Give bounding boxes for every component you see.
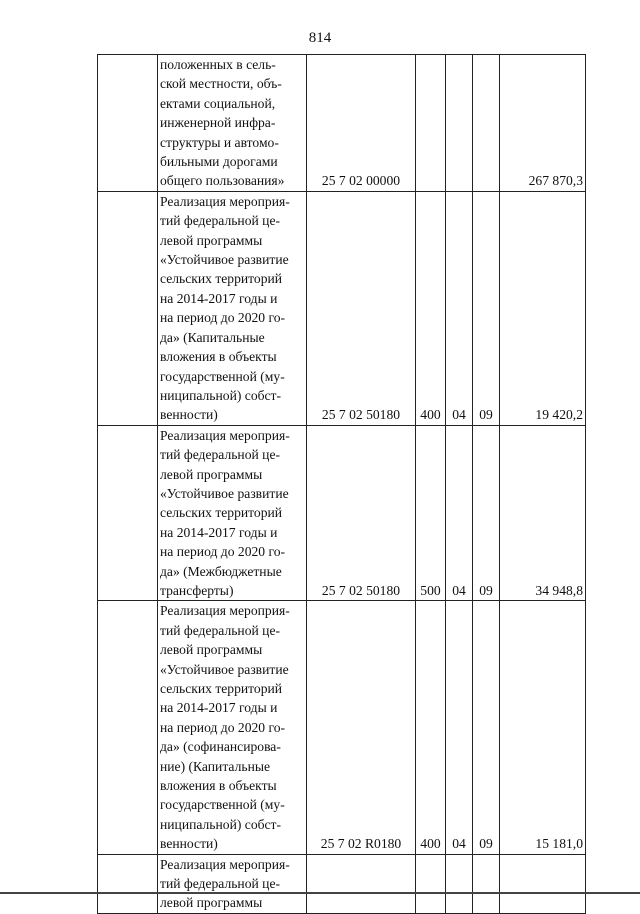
subsection-cell: 09 [473,425,500,601]
description-line: Реализация мероприя- [160,427,290,443]
description-line: ектами социальной, [160,95,276,111]
description-line: Реализация мероприя- [160,193,290,209]
expense-type-cell [416,55,446,192]
description-line: левой программы [160,232,263,248]
description-line: «Устойчивое развитие [160,485,289,501]
description-line: сельских территорий [160,681,283,696]
subsection-cell [473,55,500,192]
target-code-cell: 25 7 02 00000 [307,55,416,192]
amount-cell [500,854,586,913]
description-line: на 2014-2017 годы и [160,290,278,306]
description-line: на период до 2020 го- [160,544,286,560]
description-line: левой программы [160,466,263,482]
amount-cell: 19 420,2 [500,191,586,425]
description-line: тий федеральной це- [160,447,281,463]
description-line: венности) [160,836,218,852]
table-row [98,425,586,601]
description-line: на период до 2020 го- [160,310,286,326]
description-line: сельских территорий [160,505,283,521]
description-line: ние) (Капитальные [160,758,271,774]
expense-type-cell [416,854,446,913]
description-line: да» (Межбюджетные [160,563,282,579]
description-line: тий федеральной це- [160,213,281,229]
section-cell [446,854,473,913]
description-line: вложения в объекты [160,778,277,794]
scan-edge-line [0,892,640,894]
description-line: тий федеральной це- [160,622,281,638]
description-cell [158,55,307,192]
amount-cell: 267 870,3 [500,55,586,192]
subsection-cell: 09 [473,191,500,425]
description-line: на период до 2020 го- [160,719,286,735]
description-line: на 2014-2017 годы и [160,700,278,716]
description-line: государственной (му- [160,368,285,384]
description-line: да» (софинансирова- [160,739,281,755]
section-cell: 04 [446,191,473,425]
section-cell: 04 [446,601,473,854]
page-number: 814 [308,30,332,46]
description-line: бильными дорогами [160,154,278,170]
table-row [98,601,586,854]
description-line: ниципальной) собст- [160,816,282,832]
description-line: Реализация мероприя- [160,603,290,619]
budget-table [97,54,586,914]
description-line: ской местности, объ- [160,76,282,92]
description-line: вложения в объекты [160,349,277,365]
row-number-cell [98,191,158,425]
description-line: инженерной инфра- [160,115,276,131]
description-line: общего пользования» [160,173,285,189]
description-cell [158,854,307,913]
budget-table-body [98,55,586,914]
table-row [98,854,586,913]
description-cell [158,601,307,854]
target-code-cell: 25 7 02 50180 [307,191,416,425]
target-code-cell: 25 7 02 R0180 [307,601,416,854]
description-line: структуры и автомо- [160,134,279,150]
row-number-cell [98,425,158,601]
row-number-cell [98,55,158,192]
target-code-cell [307,854,416,913]
description-line: «Устойчивое развитие [160,661,289,677]
description-line: на 2014-2017 годы и [160,524,278,540]
subsection-cell: 09 [473,601,500,854]
description-line: тий федеральной це- [160,876,281,892]
description-line: левой программы [160,895,263,911]
description-line: Реализация мероприя- [160,856,290,872]
description-line: сельских территорий [160,271,283,287]
table-row [98,55,586,192]
description-line: положенных в сель- [160,57,276,72]
amount-cell: 15 181,0 [500,601,586,854]
description-line: да» (Капитальные [160,329,265,345]
description-line: «Устойчивое развитие [160,252,289,268]
description-line: левой программы [160,642,263,658]
row-number-cell [98,854,158,913]
expense-type-cell: 400 [416,601,446,854]
section-cell: 04 [446,425,473,601]
table-row [98,191,586,425]
target-code-cell: 25 7 02 50180 [307,425,416,601]
expense-type-cell: 400 [416,191,446,425]
section-cell [446,55,473,192]
description-line: трансферты) [160,582,234,598]
description-cell [158,425,307,601]
amount-cell: 34 948,8 [500,425,586,601]
subsection-cell [473,854,500,913]
description-line: ниципальной) собст- [160,387,282,403]
description-cell [158,191,307,425]
expense-type-cell: 500 [416,425,446,601]
description-line: государственной (му- [160,797,285,813]
description-line: венности) [160,407,218,423]
row-number-cell [98,601,158,854]
